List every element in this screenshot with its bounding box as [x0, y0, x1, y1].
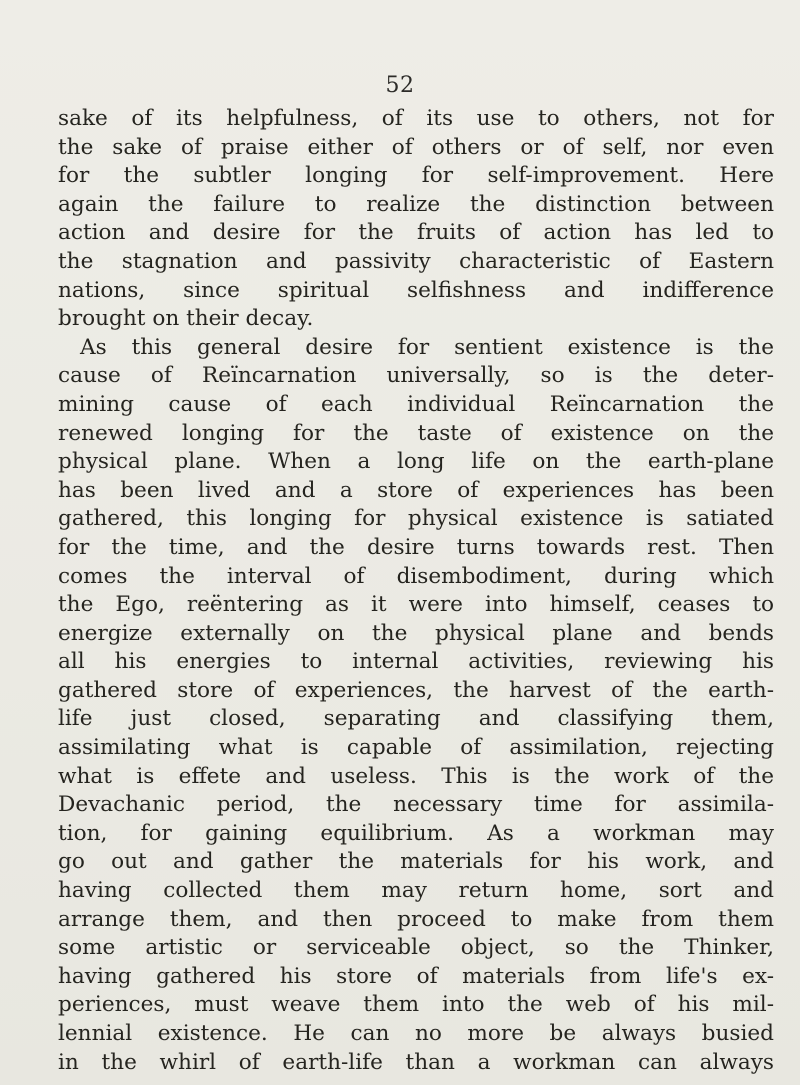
- text-line: tion, for gaining equilibrium. As a workman may: [58, 820, 774, 846]
- text-line: all his energies to internal activities, reviewing his: [58, 649, 774, 675]
- text-line: renewed longing for the taste of existence on the: [58, 420, 774, 446]
- text-line: has been lived and a store of experiences has been: [58, 477, 774, 503]
- text-line: having collected them may return home, sort and: [58, 878, 774, 904]
- text-line: energize externally on the physical plane and bends: [58, 620, 774, 646]
- text-line: the sake of praise either of others or of self, nor even: [58, 134, 774, 160]
- text-line: sake of its helpfulness, of its use to others, not for: [58, 106, 774, 131]
- text-line: gathered store of experiences, the harvest of the earth-: [58, 677, 774, 703]
- text-line: for the subtler longing for self-improvement. Here: [58, 163, 774, 189]
- body-text: [58, 105, 774, 1077]
- text-line: go out and gather the materials for his work, and: [58, 849, 774, 875]
- text-line: life just closed, separating and classifying them,: [58, 706, 774, 732]
- text-line: again the failure to realize the distinction between: [58, 191, 774, 217]
- page-number: 52: [385, 73, 415, 98]
- text-line: for the time, and the desire turns towards rest. Then: [58, 534, 774, 560]
- text-line: lennial existence. He can no more be always busied: [58, 1021, 774, 1046]
- text-line: assimilating what is capable of assimilation, rejecting: [58, 735, 774, 761]
- text-line: arrange them, and then proceed to make from them: [58, 906, 774, 932]
- text-line: what is effete and useless. This is the work of the: [58, 763, 774, 789]
- text-line: As this general desire for sentient existence is the: [80, 334, 774, 360]
- text-line: cause of Reïncarnation universally, so is the deter-: [58, 363, 774, 389]
- text-line: nations, since spiritual selfishness and indifference: [58, 277, 774, 303]
- text-line: the Ego, reëntering as it were into himself, ceases to: [58, 592, 774, 618]
- text-line: having gathered his store of materials from life's ex-: [58, 963, 774, 989]
- text-line: mining cause of each individual Reïncarnation the: [58, 391, 774, 417]
- text-line: Devachanic period, the necessary time for assimila-: [58, 792, 774, 818]
- text-line: periences, must weave them into the web of his mil-: [58, 992, 774, 1018]
- text-line: gathered, this longing for physical existence is satiated: [58, 506, 774, 532]
- text-line: action and desire for the fruits of action has led to: [58, 220, 774, 246]
- text-line: brought on their decay.: [58, 306, 314, 332]
- text-line: physical plane. When a long life on the earth-plane: [58, 449, 774, 475]
- text-line: some artistic or serviceable object, so the Thinker,: [58, 935, 774, 961]
- text-line: comes the interval of disembodiment, during which: [58, 563, 774, 589]
- text-line: the stagnation and passivity characteristic of Eastern: [58, 248, 774, 274]
- text-line: in the whirl of earth-life than a workman can always: [58, 1049, 774, 1075]
